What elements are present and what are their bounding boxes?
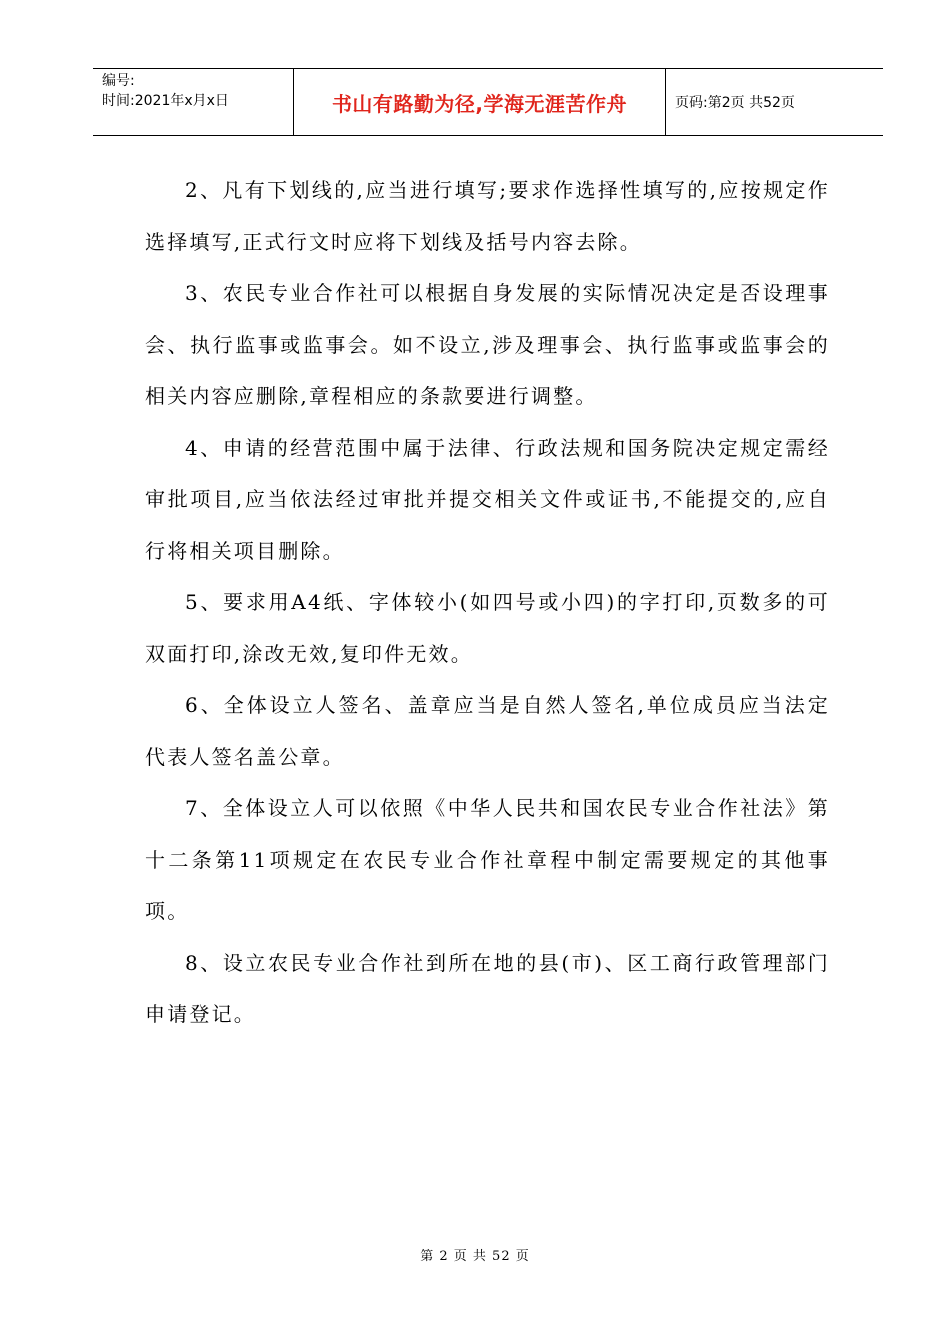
paragraph-item-3: 3、农民专业合作社可以根据自身发展的实际情况决定是否设理事会、执行监事或监事会。如不设立,涉及理事会、执行监事或监事会的相关内容应删除,章程相应的条款要进行调整。 (145, 281, 830, 408)
paragraph-item-8: 8、设立农民专业合作社到所在地的县(市)、区工商行政管理部门申请登记。 (145, 950, 830, 1026)
header-page-info: 页码:第2页 共52页 (675, 95, 795, 111)
header-table (93, 68, 883, 136)
footer-page-number: 第 2 页 共 52 页 (420, 1249, 530, 1264)
paragraph-item-5: 5、要求用A4纸、字体较小(如四号或小四)的字打印,页数多的可双面打印,涂改无效,复印件无效。 (145, 590, 830, 666)
page-footer (0, 1245, 950, 1264)
header-meta (93, 69, 293, 135)
document-time-label: 时间:2021年x月x日 (102, 93, 229, 109)
header-motto: 书山有路勤为径,学海无涯苦作舟 (331, 91, 628, 116)
document-body (145, 165, 830, 1041)
paragraph-item-4: 4、申请的经营范围中属于法律、行政法规和国务院决定规定需经审批项目,应当依法经过审批并提交相关文件或证书,不能提交的,应自行将相关项目删除。 (145, 435, 830, 563)
paragraph-item-7: 7、全体设立人可以依照《中华人民共和国农民专业合作社法》第十二条第11项规定在农民专业合作社章程中制定需要规定的其他事项。 (145, 796, 830, 923)
paragraph-item-2: 2、凡有下划线的,应当进行填写;要求作选择性填写的,应按规定作选择填写,正式行文时应将下划线及括号内容去除。 (145, 178, 830, 254)
paragraph-item-6: 6、全体设立人签名、盖章应当是自然人签名,单位成员应当法定代表人签名盖公章。 (145, 693, 830, 769)
document-number-label: 编号: (102, 73, 135, 89)
